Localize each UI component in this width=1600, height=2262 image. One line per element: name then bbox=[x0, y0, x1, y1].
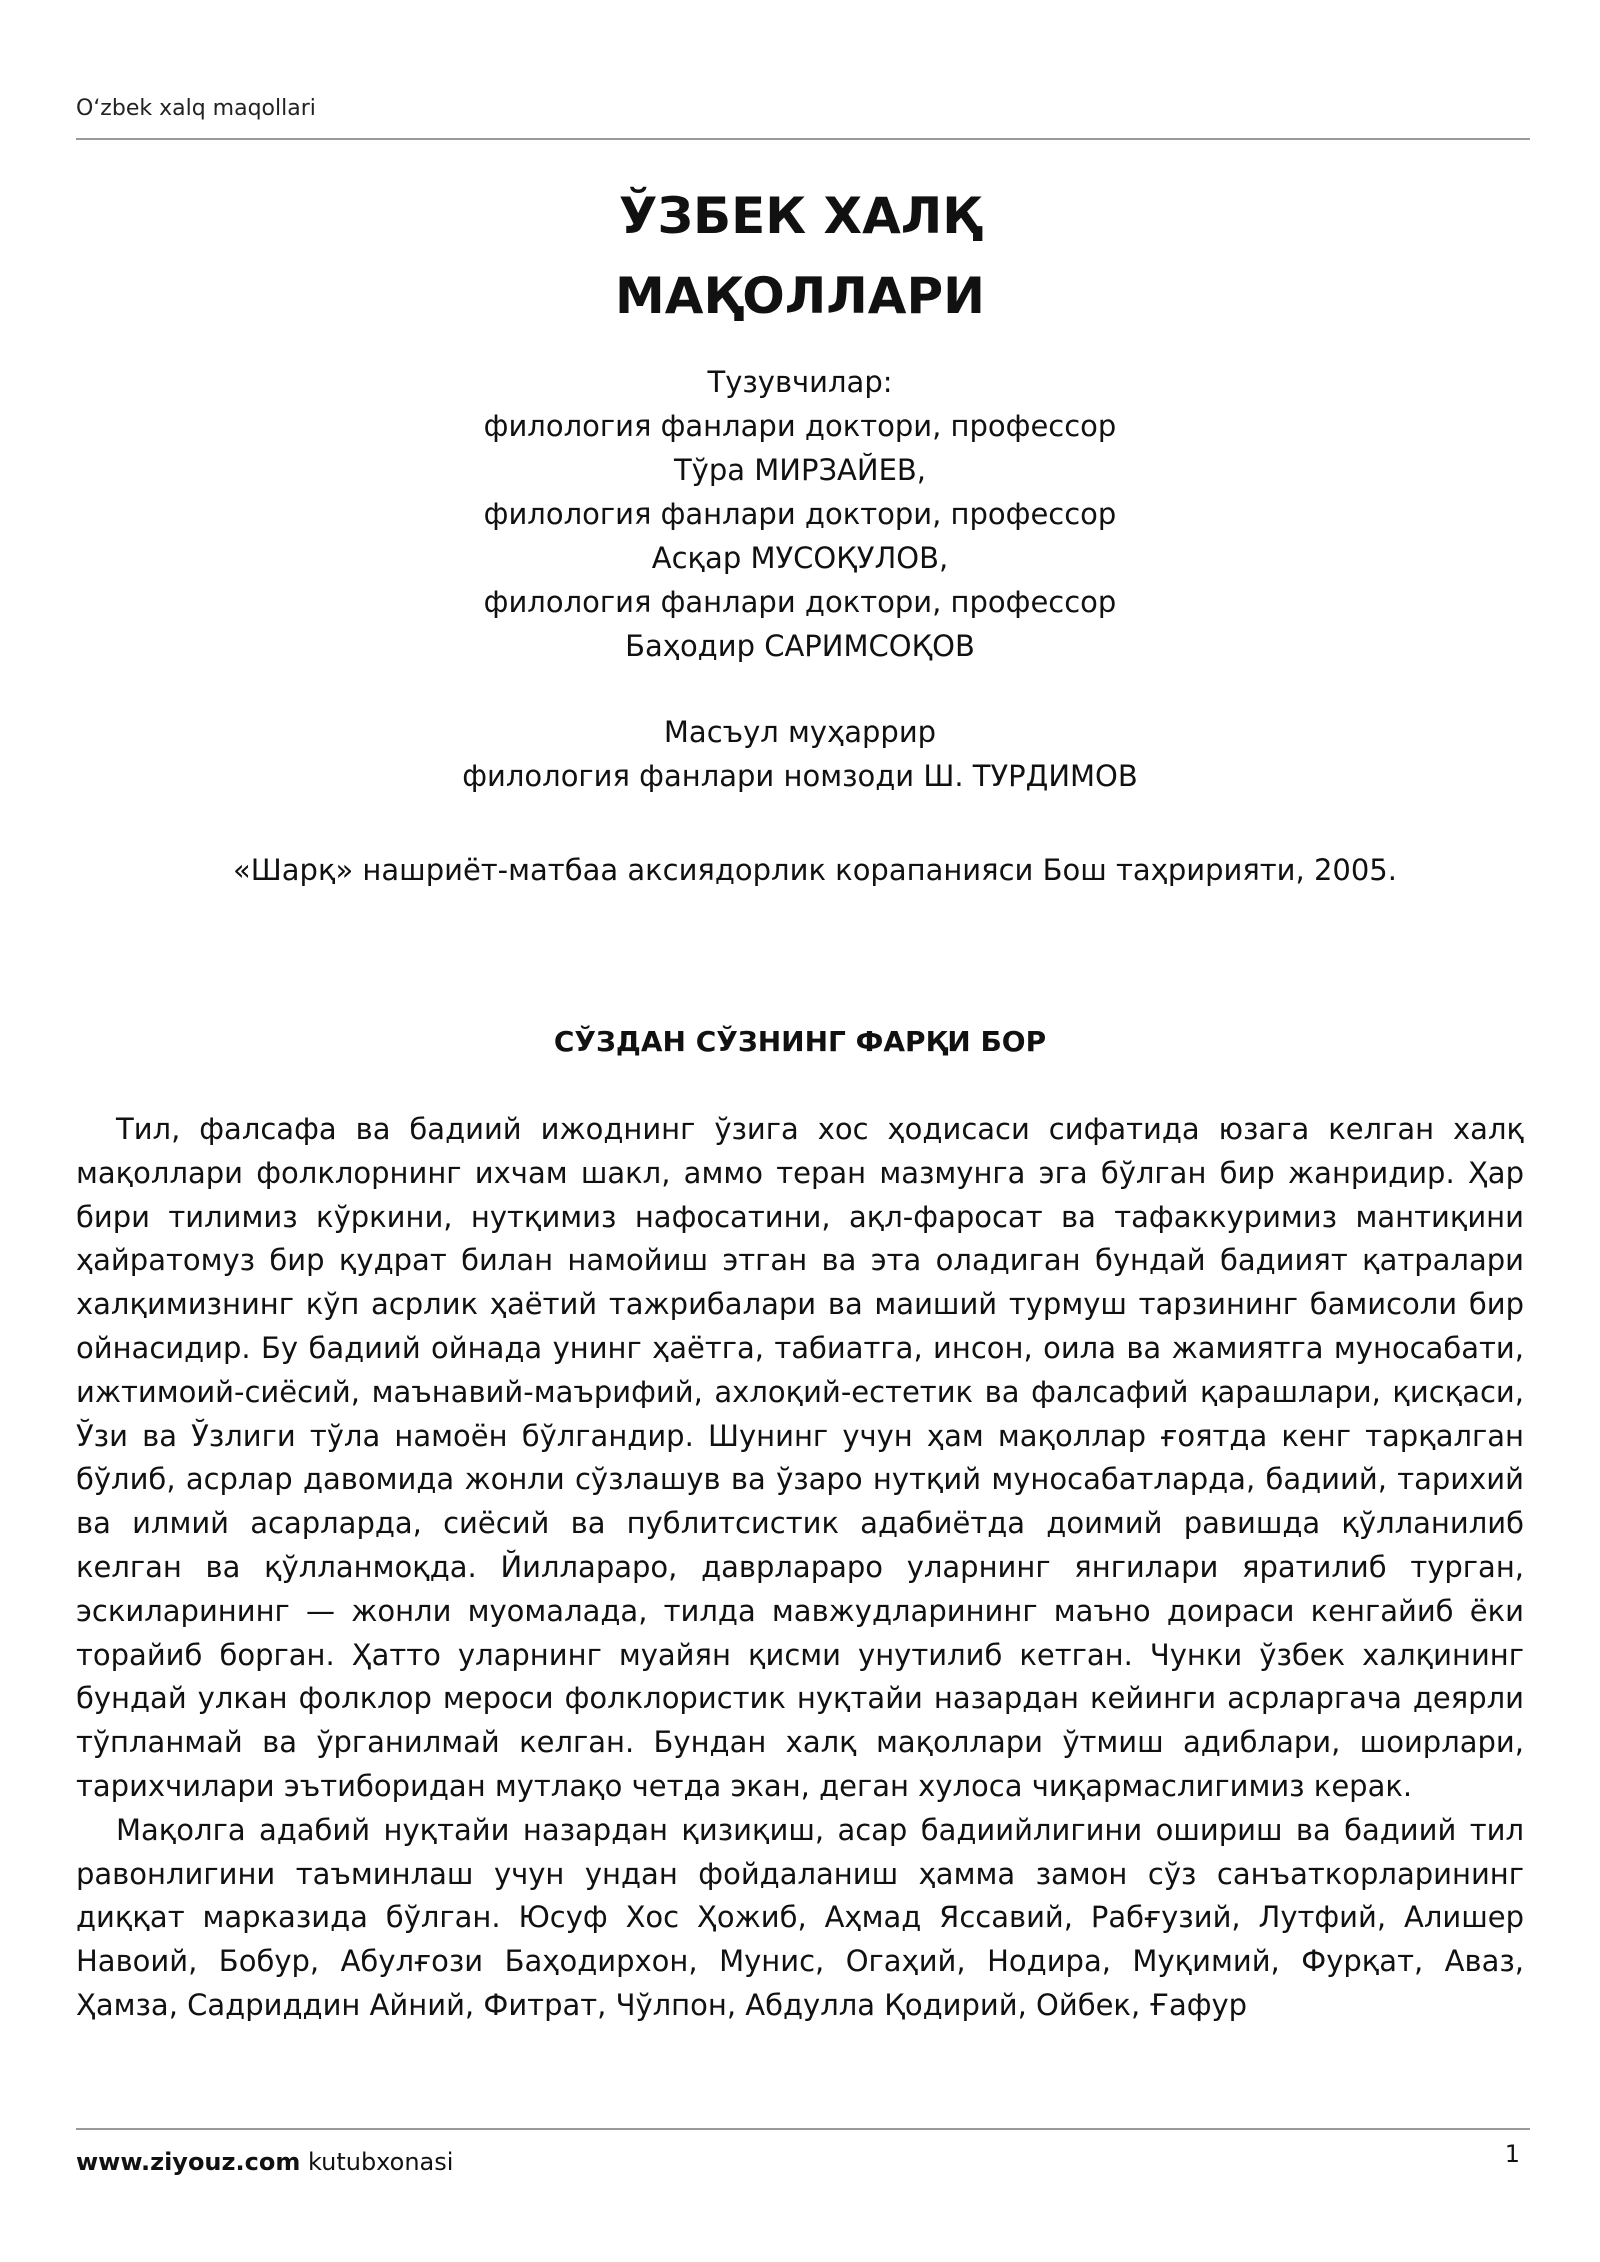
section-heading: СЎЗДАН СЎЗНИНГ ФАРҚИ БОР bbox=[553, 1025, 1047, 1058]
book-title-line-1: ЎЗБЕК ХАЛҚ bbox=[618, 187, 982, 245]
page-number: 1 bbox=[1504, 2140, 1520, 2168]
compiler-line: филология фанлари доктори, профессор bbox=[483, 497, 1117, 531]
publisher-line: «Шарқ» нашриёт-матбаа аксиядорлик корапанияси Бош таҳририяти, 2005. bbox=[233, 853, 1397, 887]
compiler-line: Баҳодир САРИМСОҚОВ bbox=[625, 629, 975, 663]
footer-site-link[interactable]: www.ziyouz.com bbox=[76, 2148, 301, 2176]
compilers-label: Тузувчилар: bbox=[707, 365, 893, 399]
header-divider bbox=[76, 138, 1530, 140]
editor-block bbox=[0, 710, 1600, 798]
compiler-line: филология фанлари доктори, профессор bbox=[483, 585, 1117, 619]
running-head: O‘zbek xalq maqollari bbox=[76, 96, 316, 121]
compiler-line: Асқар МУСОҚУЛОВ, bbox=[651, 541, 949, 575]
paragraph: Мақолга адабий нуқтайи назардан қизиқиш, асар бадиийлигини ошириш ва бадиий тил равонлигини таъминлаш учун ундан фойдаланиш ҳамма замон сўз санъаткорларининг диққат марказида бўлган. Юсуф Хос Ҳожиб, Аҳмад Яссавий, Рабғузий, Лутфий, Алишер Навоий, Бобур, Абулғози Баҳодирхон, Мунис, Огаҳий, Нодира, Муқимий, Фурқат, Аваз, Ҳамза, Садриддин Айний, Фитрат, Чўлпон, Абдулла Қодирий, Ойбек, Ғафур bbox=[76, 1812, 1524, 2022]
footer-divider bbox=[76, 2128, 1530, 2130]
book-title bbox=[0, 176, 1600, 336]
compiler-line: Тўра МИРЗАЙЕВ, bbox=[673, 453, 927, 487]
compilers-block bbox=[0, 360, 1600, 668]
editor-name: филология фанлари номзоди Ш. ТУРДИМОВ bbox=[462, 759, 1138, 793]
footer-suffix: kutubxonasi bbox=[300, 2148, 454, 2176]
book-title-line-2: МАҚОЛЛАРИ bbox=[615, 267, 985, 325]
paragraph: Тил, фалсафа ва бадиий ижоднинг ўзига хос ҳодисаси сифатида юзага келган халқ мақоллари фолклорнинг ихчам шакл, аммо теран мазмунга эга бўлган бир жанридир. Ҳар бири тилимиз кўркини, нутқимиз нафосатини, ақл-фаросат ва тафаккуримиз мантиқини ҳайратомуз бир қудрат билан намойиш этган ва эта оладиган бундай бадиият қатралари халқимизнинг кўп асрлик ҳаётий тажрибалари ва маиший турмуш тарзининг бамисоли бир ойнасидир. Бу бадиий ойнада унинг ҳаётга, табиатга, инсон, оила ва жамиятга муносабати, ижтимоий-сиёсий, маънавий-маърифий, ахлоқий-естетик ва фалсафий қарашлари, қисқаси, Ўзи ва Ўзлиги тўла намоён бўлгандир. Шунинг учун ҳам мақоллар ғоятда кенг тарқалган бўлиб, асрлар давомида жонли сўзлашув ва ўзаро нутқий муносабатларда, бадиий, тарихий ва илмий асарларда, сиёсий ва публитсистик адабиётда доимий равишда қўлланилиб келган ва қўлланмоқда. Йилларaро, даврлараро уларнинг янгилари яратилиб турган, эскиларининг — жонли муомалада, тилда мавжудларининг маъно доираси кенгайиб ёки торайиб борган. Ҳатто уларнинг муайян қисми унутилиб кетган. Чунки ўзбек халқининг бундай улкан фолклор мероси фолклористик нуқтайи назардан кейинги асрларгача деярли тўпланмай ва ўрганилмай келган. Бундан халқ мақоллари ўтмиш адиблари, шоирлари, тарихчилари эътиборидан мутлақо четда экан, деган хулоса чиқармаслигимиз керак. bbox=[76, 1112, 1524, 1803]
footer bbox=[76, 2148, 453, 2176]
body-text bbox=[76, 1108, 1524, 2028]
compiler-line: филология фанлари доктори, профессор bbox=[483, 409, 1117, 443]
editor-label: Масъул муҳаррир bbox=[663, 715, 937, 749]
